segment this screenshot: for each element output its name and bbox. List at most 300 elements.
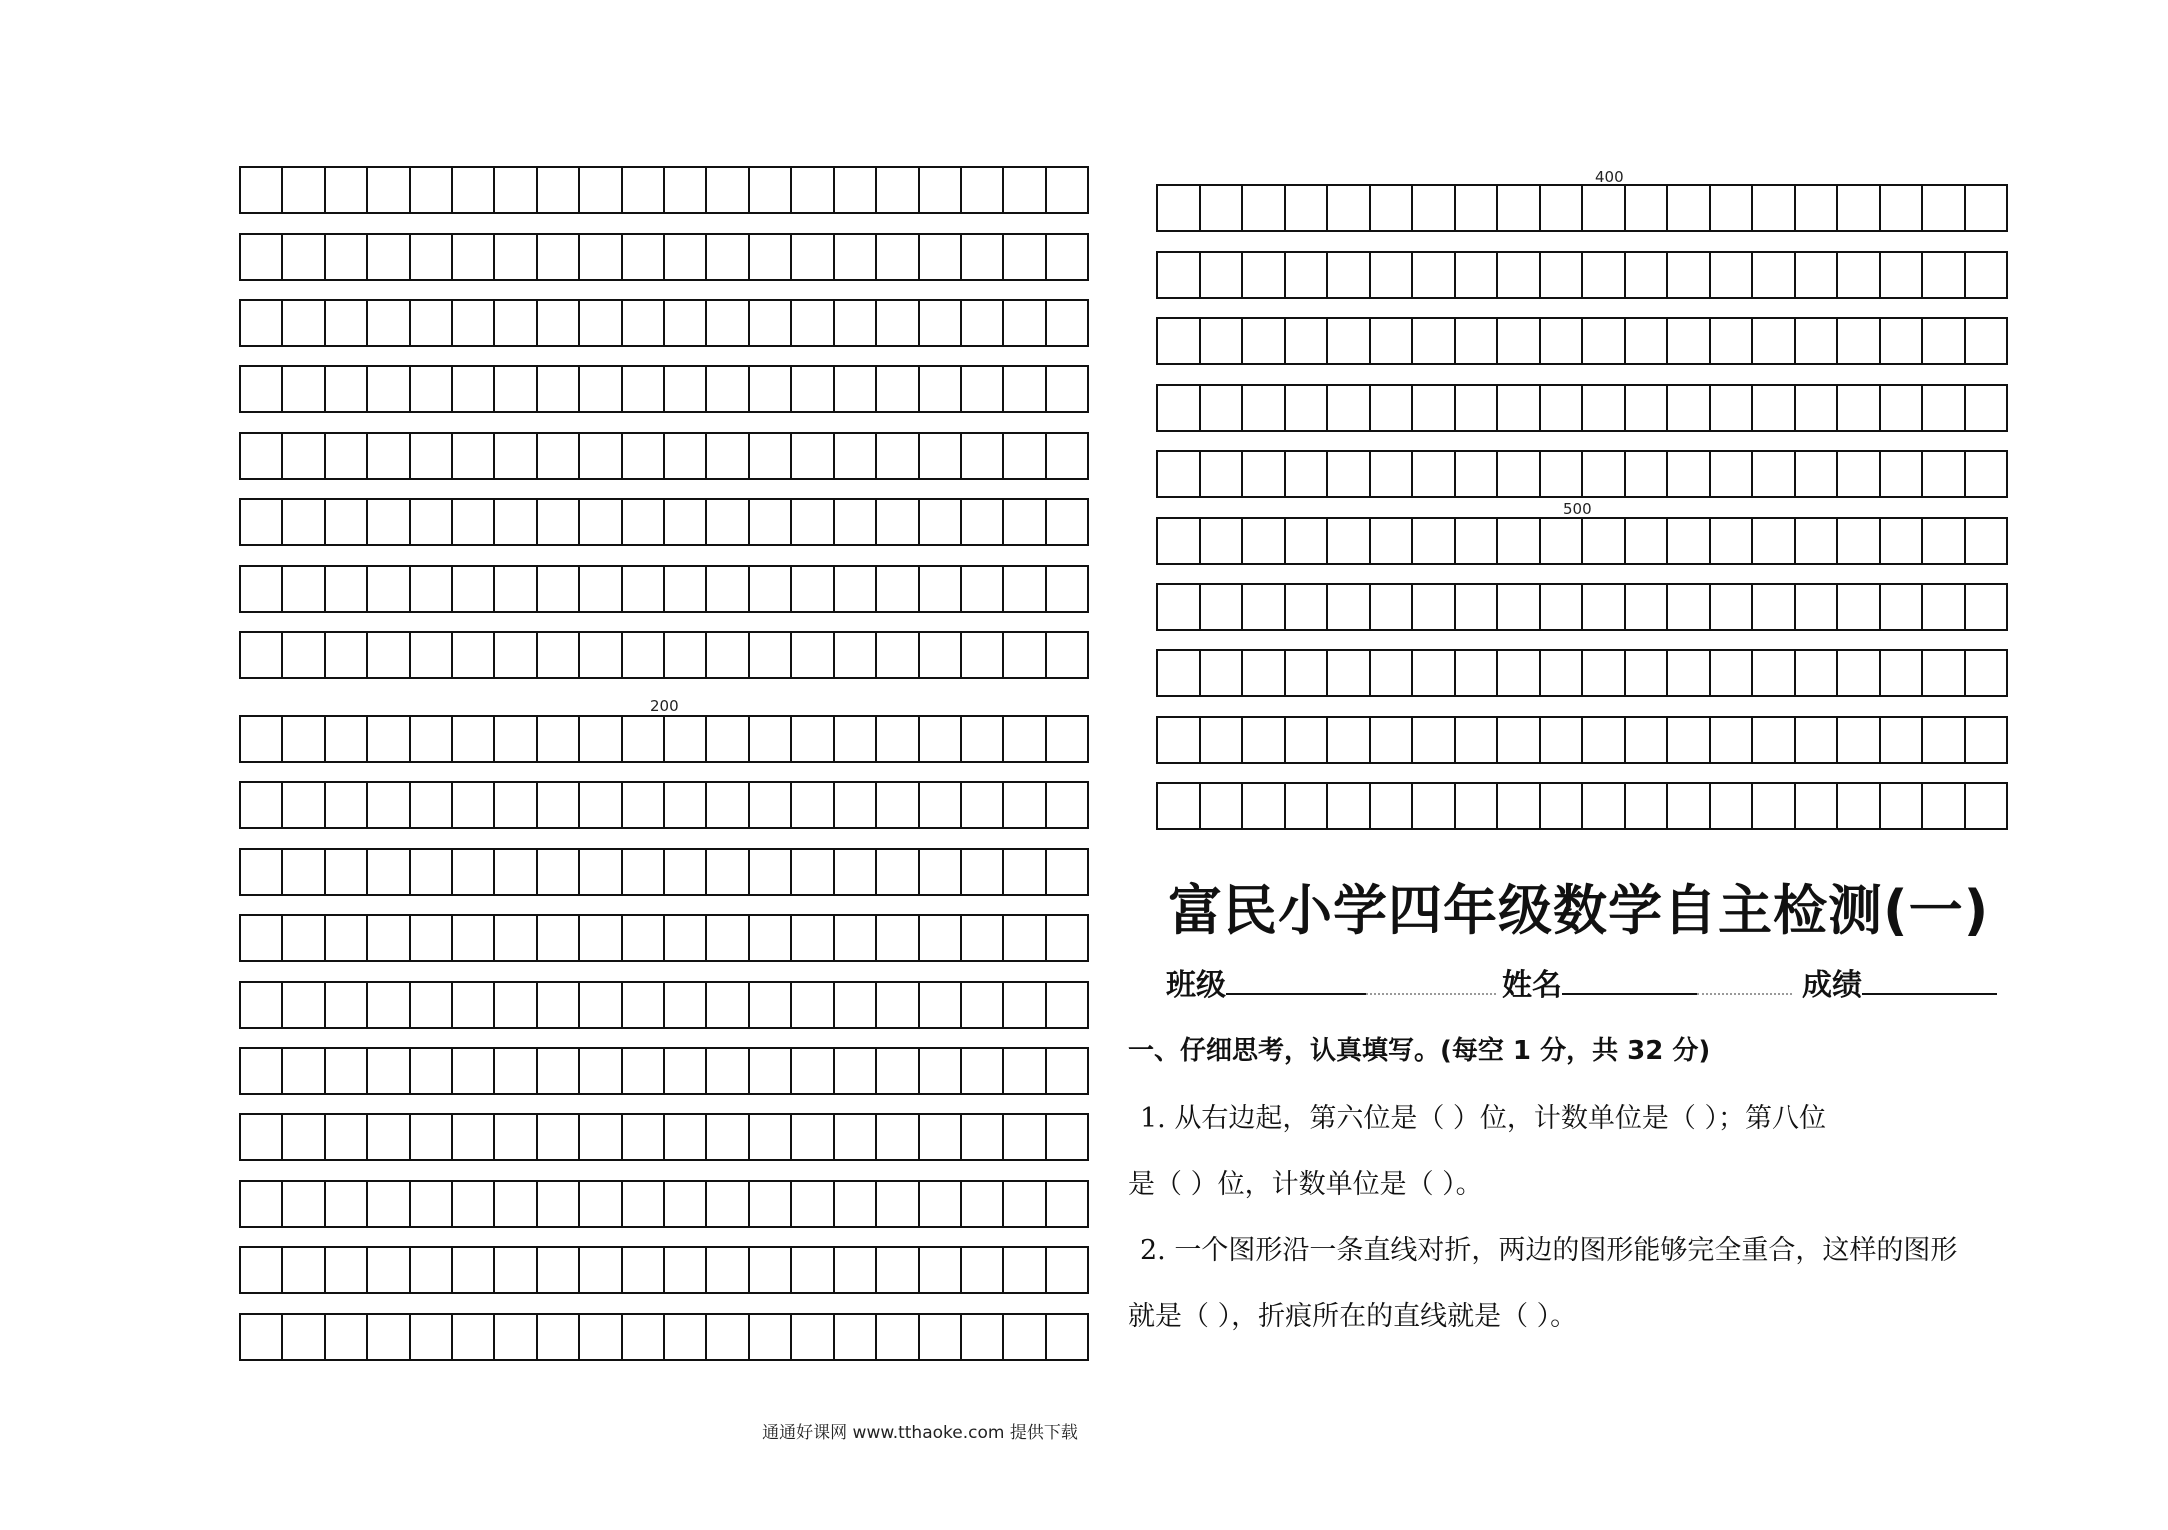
grid-cell[interactable] xyxy=(877,916,919,960)
grid-cell[interactable] xyxy=(792,301,834,345)
grid-cell[interactable] xyxy=(665,1049,707,1093)
grid-cell[interactable] xyxy=(1371,585,1414,629)
grid-cell[interactable] xyxy=(665,633,707,677)
grid-cell[interactable] xyxy=(1371,452,1414,496)
grid-cell[interactable] xyxy=(920,367,962,411)
grid-cell[interactable] xyxy=(623,367,665,411)
grid-cell[interactable] xyxy=(1838,452,1881,496)
grid-cell[interactable] xyxy=(750,301,792,345)
grid-cell[interactable] xyxy=(1583,319,1626,363)
grid-cell[interactable] xyxy=(495,301,537,345)
grid-cell[interactable] xyxy=(623,500,665,544)
grid-cell[interactable] xyxy=(1796,585,1839,629)
grid-cell[interactable] xyxy=(283,983,325,1027)
grid-cell[interactable] xyxy=(1004,1248,1046,1292)
grid-cell[interactable] xyxy=(580,633,622,677)
grid-cell[interactable] xyxy=(1158,253,1201,297)
grid-cell[interactable] xyxy=(1047,1115,1087,1159)
grid-cell[interactable] xyxy=(1711,253,1754,297)
grid-cell[interactable] xyxy=(877,783,919,827)
grid-cell[interactable] xyxy=(283,717,325,761)
grid-cell[interactable] xyxy=(920,1248,962,1292)
grid-cell[interactable] xyxy=(1047,850,1087,894)
grid-cell[interactable] xyxy=(707,783,749,827)
grid-cell[interactable] xyxy=(792,434,834,478)
grid-cell[interactable] xyxy=(792,983,834,1027)
grid-cell[interactable] xyxy=(580,1315,622,1359)
grid-cell[interactable] xyxy=(1004,301,1046,345)
grid-cell[interactable] xyxy=(1004,717,1046,761)
grid-cell[interactable] xyxy=(665,301,707,345)
grid-cell[interactable] xyxy=(623,916,665,960)
grid-cell[interactable] xyxy=(1881,386,1924,430)
grid-cell[interactable] xyxy=(283,235,325,279)
grid-cell[interactable] xyxy=(538,1049,580,1093)
grid-cell[interactable] xyxy=(326,500,368,544)
grid-cell[interactable] xyxy=(1243,585,1286,629)
grid-cell[interactable] xyxy=(792,1182,834,1226)
grid-cell[interactable] xyxy=(495,434,537,478)
grid-cell[interactable] xyxy=(750,235,792,279)
grid-cell[interactable] xyxy=(1243,651,1286,695)
grid-cell[interactable] xyxy=(1498,452,1541,496)
grid-cell[interactable] xyxy=(580,500,622,544)
grid-cell[interactable] xyxy=(1668,452,1711,496)
grid-cell[interactable] xyxy=(792,500,834,544)
grid-cell[interactable] xyxy=(1626,386,1669,430)
grid-cell[interactable] xyxy=(283,783,325,827)
grid-cell[interactable] xyxy=(1004,1049,1046,1093)
grid-cell[interactable] xyxy=(495,1115,537,1159)
grid-cell[interactable] xyxy=(1966,519,2007,563)
grid-cell[interactable] xyxy=(241,500,283,544)
grid-cell[interactable] xyxy=(1541,784,1584,828)
grid-cell[interactable] xyxy=(453,633,495,677)
grid-cell[interactable] xyxy=(1456,386,1499,430)
grid-cell[interactable] xyxy=(877,301,919,345)
grid-cell[interactable] xyxy=(1923,585,1966,629)
grid-cell[interactable] xyxy=(1286,519,1329,563)
grid-cell[interactable] xyxy=(1838,253,1881,297)
grid-cell[interactable] xyxy=(835,1115,877,1159)
grid-cell[interactable] xyxy=(623,1049,665,1093)
grid-cell[interactable] xyxy=(750,1182,792,1226)
grid-cell[interactable] xyxy=(453,1315,495,1359)
grid-cell[interactable] xyxy=(1201,186,1244,230)
grid-cell[interactable] xyxy=(962,434,1004,478)
grid-cell[interactable] xyxy=(411,916,453,960)
grid-cell[interactable] xyxy=(1371,319,1414,363)
grid-cell[interactable] xyxy=(1711,585,1754,629)
grid-cell[interactable] xyxy=(1004,1315,1046,1359)
grid-cell[interactable] xyxy=(453,567,495,611)
grid-cell[interactable] xyxy=(1456,651,1499,695)
grid-cell[interactable] xyxy=(1004,567,1046,611)
grid-cell[interactable] xyxy=(665,717,707,761)
grid-cell[interactable] xyxy=(707,850,749,894)
grid-cell[interactable] xyxy=(1243,319,1286,363)
grid-cell[interactable] xyxy=(453,1248,495,1292)
grid-cell[interactable] xyxy=(283,567,325,611)
grid-cell[interactable] xyxy=(750,434,792,478)
grid-cell[interactable] xyxy=(1047,916,1087,960)
grid-cell[interactable] xyxy=(750,1115,792,1159)
grid-cell[interactable] xyxy=(1047,500,1087,544)
grid-cell[interactable] xyxy=(707,235,749,279)
grid-cell[interactable] xyxy=(368,235,410,279)
grid-cell[interactable] xyxy=(623,717,665,761)
grid-cell[interactable] xyxy=(920,1115,962,1159)
grid-cell[interactable] xyxy=(1881,186,1924,230)
grid-cell[interactable] xyxy=(1753,585,1796,629)
grid-cell[interactable] xyxy=(792,916,834,960)
grid-cell[interactable] xyxy=(1541,651,1584,695)
grid-cell[interactable] xyxy=(877,1115,919,1159)
grid-cell[interactable] xyxy=(1753,651,1796,695)
grid-cell[interactable] xyxy=(1881,253,1924,297)
grid-cell[interactable] xyxy=(1796,253,1839,297)
grid-cell[interactable] xyxy=(368,850,410,894)
grid-cell[interactable] xyxy=(962,1182,1004,1226)
grid-cell[interactable] xyxy=(1413,386,1456,430)
grid-cell[interactable] xyxy=(1413,784,1456,828)
grid-cell[interactable] xyxy=(368,1315,410,1359)
grid-cell[interactable] xyxy=(1881,585,1924,629)
grid-cell[interactable] xyxy=(538,367,580,411)
grid-cell[interactable] xyxy=(453,434,495,478)
grid-cell[interactable] xyxy=(1004,434,1046,478)
grid-cell[interactable] xyxy=(1583,519,1626,563)
grid-cell[interactable] xyxy=(411,783,453,827)
grid-cell[interactable] xyxy=(411,367,453,411)
grid-cell[interactable] xyxy=(368,983,410,1027)
grid-cell[interactable] xyxy=(1201,585,1244,629)
grid-cell[interactable] xyxy=(1158,386,1201,430)
grid-cell[interactable] xyxy=(326,367,368,411)
grid-cell[interactable] xyxy=(1371,186,1414,230)
grid-cell[interactable] xyxy=(1838,651,1881,695)
grid-cell[interactable] xyxy=(962,916,1004,960)
grid-cell[interactable] xyxy=(283,633,325,677)
grid-cell[interactable] xyxy=(792,1315,834,1359)
grid-cell[interactable] xyxy=(1881,452,1924,496)
grid-cell[interactable] xyxy=(1753,186,1796,230)
grid-cell[interactable] xyxy=(495,567,537,611)
grid-cell[interactable] xyxy=(1047,1315,1087,1359)
grid-cell[interactable] xyxy=(1753,784,1796,828)
grid-cell[interactable] xyxy=(1047,1248,1087,1292)
grid-cell[interactable] xyxy=(1201,519,1244,563)
grid-cell[interactable] xyxy=(750,717,792,761)
grid-cell[interactable] xyxy=(1004,168,1046,212)
grid-cell[interactable] xyxy=(538,235,580,279)
grid-cell[interactable] xyxy=(1413,585,1456,629)
grid-cell[interactable] xyxy=(1286,452,1329,496)
grid-cell[interactable] xyxy=(623,567,665,611)
grid-cell[interactable] xyxy=(1286,186,1329,230)
grid-cell[interactable] xyxy=(538,1248,580,1292)
grid-cell[interactable] xyxy=(368,567,410,611)
grid-cell[interactable] xyxy=(241,1049,283,1093)
grid-cell[interactable] xyxy=(495,916,537,960)
grid-cell[interactable] xyxy=(835,717,877,761)
grid-cell[interactable] xyxy=(835,168,877,212)
grid-cell[interactable] xyxy=(241,1115,283,1159)
grid-cell[interactable] xyxy=(538,567,580,611)
class-blank[interactable] xyxy=(1226,963,1366,995)
grid-cell[interactable] xyxy=(326,1248,368,1292)
grid-cell[interactable] xyxy=(580,367,622,411)
grid-cell[interactable] xyxy=(877,434,919,478)
grid-cell[interactable] xyxy=(1201,452,1244,496)
grid-cell[interactable] xyxy=(1243,253,1286,297)
grid-cell[interactable] xyxy=(920,717,962,761)
name-blank[interactable] xyxy=(1562,963,1697,995)
grid-cell[interactable] xyxy=(1668,519,1711,563)
grid-cell[interactable] xyxy=(1923,452,1966,496)
grid-cell[interactable] xyxy=(411,983,453,1027)
grid-cell[interactable] xyxy=(835,1315,877,1359)
grid-cell[interactable] xyxy=(453,168,495,212)
grid-cell[interactable] xyxy=(835,567,877,611)
grid-cell[interactable] xyxy=(538,717,580,761)
grid-cell[interactable] xyxy=(580,1248,622,1292)
grid-cell[interactable] xyxy=(1541,253,1584,297)
grid-cell[interactable] xyxy=(835,1182,877,1226)
grid-cell[interactable] xyxy=(1541,186,1584,230)
grid-cell[interactable] xyxy=(453,1182,495,1226)
grid-cell[interactable] xyxy=(1158,585,1201,629)
grid-cell[interactable] xyxy=(538,916,580,960)
grid-cell[interactable] xyxy=(580,301,622,345)
grid-cell[interactable] xyxy=(1371,651,1414,695)
grid-cell[interactable] xyxy=(623,1115,665,1159)
grid-cell[interactable] xyxy=(1004,633,1046,677)
grid-cell[interactable] xyxy=(1711,519,1754,563)
grid-cell[interactable] xyxy=(792,1049,834,1093)
grid-cell[interactable] xyxy=(665,1182,707,1226)
grid-cell[interactable] xyxy=(1838,386,1881,430)
grid-cell[interactable] xyxy=(411,1248,453,1292)
grid-cell[interactable] xyxy=(1201,651,1244,695)
grid-cell[interactable] xyxy=(792,235,834,279)
grid-cell[interactable] xyxy=(326,434,368,478)
grid-cell[interactable] xyxy=(241,235,283,279)
grid-cell[interactable] xyxy=(1286,585,1329,629)
grid-cell[interactable] xyxy=(241,1182,283,1226)
grid-cell[interactable] xyxy=(1328,452,1371,496)
grid-cell[interactable] xyxy=(495,783,537,827)
grid-cell[interactable] xyxy=(707,1115,749,1159)
grid-cell[interactable] xyxy=(877,1182,919,1226)
grid-cell[interactable] xyxy=(580,434,622,478)
grid-cell[interactable] xyxy=(1838,718,1881,762)
grid-cell[interactable] xyxy=(1004,850,1046,894)
grid-cell[interactable] xyxy=(368,717,410,761)
grid-cell[interactable] xyxy=(1881,319,1924,363)
grid-cell[interactable] xyxy=(1753,386,1796,430)
grid-cell[interactable] xyxy=(1047,434,1087,478)
grid-cell[interactable] xyxy=(283,1315,325,1359)
grid-cell[interactable] xyxy=(835,301,877,345)
grid-cell[interactable] xyxy=(1583,452,1626,496)
grid-cell[interactable] xyxy=(1243,519,1286,563)
grid-cell[interactable] xyxy=(1413,519,1456,563)
grid-cell[interactable] xyxy=(411,301,453,345)
grid-cell[interactable] xyxy=(1966,718,2007,762)
grid-cell[interactable] xyxy=(326,567,368,611)
grid-cell[interactable] xyxy=(1626,519,1669,563)
grid-cell[interactable] xyxy=(453,783,495,827)
grid-cell[interactable] xyxy=(1838,519,1881,563)
grid-cell[interactable] xyxy=(835,1049,877,1093)
grid-cell[interactable] xyxy=(665,1315,707,1359)
grid-cell[interactable] xyxy=(283,916,325,960)
grid-cell[interactable] xyxy=(1626,585,1669,629)
grid-cell[interactable] xyxy=(1583,585,1626,629)
grid-cell[interactable] xyxy=(283,1248,325,1292)
grid-cell[interactable] xyxy=(1583,186,1626,230)
grid-cell[interactable] xyxy=(920,1315,962,1359)
grid-cell[interactable] xyxy=(877,850,919,894)
grid-cell[interactable] xyxy=(411,633,453,677)
grid-cell[interactable] xyxy=(1158,452,1201,496)
grid-cell[interactable] xyxy=(835,633,877,677)
grid-cell[interactable] xyxy=(580,567,622,611)
grid-cell[interactable] xyxy=(877,1049,919,1093)
grid-cell[interactable] xyxy=(1413,253,1456,297)
grid-cell[interactable] xyxy=(495,1049,537,1093)
grid-cell[interactable] xyxy=(835,1248,877,1292)
grid-cell[interactable] xyxy=(241,301,283,345)
grid-cell[interactable] xyxy=(623,783,665,827)
grid-cell[interactable] xyxy=(411,1115,453,1159)
grid-cell[interactable] xyxy=(580,916,622,960)
grid-cell[interactable] xyxy=(326,1182,368,1226)
grid-cell[interactable] xyxy=(495,1248,537,1292)
grid-cell[interactable] xyxy=(1541,519,1584,563)
grid-cell[interactable] xyxy=(1498,718,1541,762)
grid-cell[interactable] xyxy=(495,717,537,761)
grid-cell[interactable] xyxy=(1158,319,1201,363)
grid-cell[interactable] xyxy=(1047,983,1087,1027)
grid-cell[interactable] xyxy=(1923,718,1966,762)
grid-cell[interactable] xyxy=(241,850,283,894)
grid-cell[interactable] xyxy=(1753,253,1796,297)
grid-cell[interactable] xyxy=(1004,235,1046,279)
grid-cell[interactable] xyxy=(1711,651,1754,695)
grid-cell[interactable] xyxy=(1456,319,1499,363)
grid-cell[interactable] xyxy=(1966,651,2007,695)
grid-cell[interactable] xyxy=(877,235,919,279)
grid-cell[interactable] xyxy=(707,301,749,345)
grid-cell[interactable] xyxy=(1413,452,1456,496)
grid-cell[interactable] xyxy=(1966,186,2007,230)
grid-cell[interactable] xyxy=(750,983,792,1027)
grid-cell[interactable] xyxy=(1583,253,1626,297)
grid-cell[interactable] xyxy=(1966,784,2007,828)
grid-cell[interactable] xyxy=(962,1248,1004,1292)
grid-cell[interactable] xyxy=(877,1315,919,1359)
grid-cell[interactable] xyxy=(1047,168,1087,212)
grid-cell[interactable] xyxy=(1371,718,1414,762)
grid-cell[interactable] xyxy=(835,916,877,960)
grid-cell[interactable] xyxy=(1158,651,1201,695)
grid-cell[interactable] xyxy=(1328,319,1371,363)
grid-cell[interactable] xyxy=(368,1115,410,1159)
grid-cell[interactable] xyxy=(326,850,368,894)
grid-cell[interactable] xyxy=(750,633,792,677)
grid-cell[interactable] xyxy=(1047,1049,1087,1093)
grid-cell[interactable] xyxy=(1004,983,1046,1027)
grid-cell[interactable] xyxy=(1626,253,1669,297)
grid-cell[interactable] xyxy=(707,983,749,1027)
grid-cell[interactable] xyxy=(792,168,834,212)
grid-cell[interactable] xyxy=(1923,386,1966,430)
grid-cell[interactable] xyxy=(1668,784,1711,828)
grid-cell[interactable] xyxy=(1004,367,1046,411)
grid-cell[interactable] xyxy=(1966,319,2007,363)
grid-cell[interactable] xyxy=(241,783,283,827)
grid-cell[interactable] xyxy=(750,567,792,611)
grid-cell[interactable] xyxy=(665,1115,707,1159)
grid-cell[interactable] xyxy=(877,500,919,544)
grid-cell[interactable] xyxy=(1796,651,1839,695)
grid-cell[interactable] xyxy=(580,168,622,212)
grid-cell[interactable] xyxy=(1371,253,1414,297)
grid-cell[interactable] xyxy=(665,500,707,544)
grid-cell[interactable] xyxy=(835,850,877,894)
grid-cell[interactable] xyxy=(707,916,749,960)
grid-cell[interactable] xyxy=(1626,651,1669,695)
grid-cell[interactable] xyxy=(1498,186,1541,230)
grid-cell[interactable] xyxy=(1413,651,1456,695)
grid-cell[interactable] xyxy=(368,1248,410,1292)
grid-cell[interactable] xyxy=(1668,585,1711,629)
grid-cell[interactable] xyxy=(538,783,580,827)
grid-cell[interactable] xyxy=(707,1049,749,1093)
grid-cell[interactable] xyxy=(962,1115,1004,1159)
grid-cell[interactable] xyxy=(792,850,834,894)
grid-cell[interactable] xyxy=(1711,452,1754,496)
grid-cell[interactable] xyxy=(962,168,1004,212)
grid-cell[interactable] xyxy=(920,168,962,212)
grid-cell[interactable] xyxy=(792,1248,834,1292)
grid-cell[interactable] xyxy=(1047,1182,1087,1226)
grid-cell[interactable] xyxy=(368,434,410,478)
grid-cell[interactable] xyxy=(1004,1115,1046,1159)
grid-cell[interactable] xyxy=(1243,452,1286,496)
grid-cell[interactable] xyxy=(665,168,707,212)
grid-cell[interactable] xyxy=(241,717,283,761)
grid-cell[interactable] xyxy=(1923,784,1966,828)
grid-cell[interactable] xyxy=(1966,253,2007,297)
grid-cell[interactable] xyxy=(1328,186,1371,230)
grid-cell[interactable] xyxy=(1456,186,1499,230)
grid-cell[interactable] xyxy=(1541,452,1584,496)
grid-cell[interactable] xyxy=(623,1315,665,1359)
grid-cell[interactable] xyxy=(1668,186,1711,230)
grid-cell[interactable] xyxy=(623,168,665,212)
grid-cell[interactable] xyxy=(1881,519,1924,563)
grid-cell[interactable] xyxy=(580,1049,622,1093)
grid-cell[interactable] xyxy=(962,717,1004,761)
grid-cell[interactable] xyxy=(877,168,919,212)
grid-cell[interactable] xyxy=(1881,784,1924,828)
grid-cell[interactable] xyxy=(453,983,495,1027)
grid-cell[interactable] xyxy=(1371,386,1414,430)
grid-cell[interactable] xyxy=(1966,452,2007,496)
